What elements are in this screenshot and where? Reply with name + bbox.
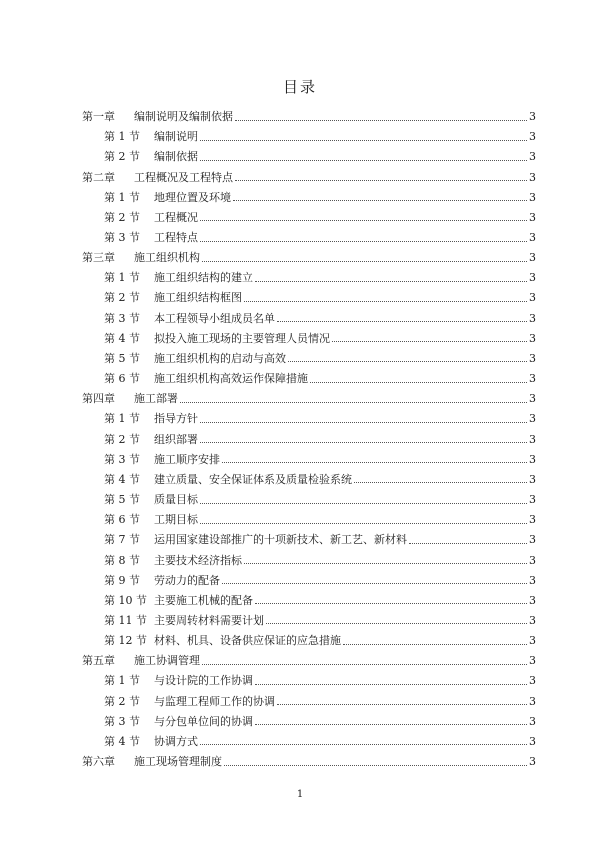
toc-section-entry[interactable] [82,510,536,530]
toc-entry-title: 地理位置及环境 [154,190,231,204]
dot-leader [200,160,527,161]
toc-entry-page-number: 3 [529,513,536,527]
toc-entry-number: 第 4 节 [104,331,140,345]
toc-chapter-entry[interactable] [82,389,536,409]
toc-entry-title: 施工组织机构 [134,251,200,265]
toc-entry-page-number: 3 [529,452,536,466]
toc-entry-number: 第 3 节 [104,714,140,728]
toc-entry-number: 第 1 节 [104,412,140,426]
toc-section-entry[interactable] [82,530,536,550]
dot-leader [202,664,527,665]
dot-leader [222,462,527,463]
toc-section-entry[interactable] [82,450,536,470]
dot-leader [200,442,527,443]
toc-entry-title: 建立质量、安全保证体系及质量检验系统 [154,472,352,486]
toc-entry-title: 施工协调管理 [134,654,200,668]
toc-section-entry[interactable] [82,147,536,167]
dot-leader [235,180,527,181]
toc-entry-page-number: 3 [529,372,536,386]
toc-entry-title: 施工顺序安排 [154,452,220,466]
toc-entry-title: 施工组织机构高效运作保障措施 [154,372,308,386]
toc-entry-page-number: 3 [529,755,536,769]
dot-leader [200,140,527,141]
toc-entry-title: 质量目标 [154,493,198,507]
toc-entry-number: 第 3 节 [104,452,140,466]
toc-entry-page-number: 3 [529,654,536,668]
toc-entry-title: 工期目标 [154,513,198,527]
dot-leader [200,523,527,524]
toc-section-entry[interactable] [82,349,536,369]
dot-leader [255,281,527,282]
toc-entry-title: 工程特点 [154,231,198,245]
toc-entry-page-number: 3 [529,533,536,547]
toc-entry-number: 第 6 节 [104,513,140,527]
toc-entry-page-number: 3 [529,231,536,245]
page-title: 目录 [282,78,317,96]
toc-section-entry[interactable] [82,309,536,329]
toc-entry-title: 与设计院的工作协调 [154,674,253,688]
toc-entry-title: 施工现场管理制度 [134,755,222,769]
dot-leader [235,120,527,121]
toc-entry-title: 编制依据 [154,150,198,164]
toc-entry-number: 第 2 节 [104,694,140,708]
toc-entry-page-number: 3 [529,432,536,446]
toc-section-entry[interactable] [82,712,536,732]
dot-leader [255,684,527,685]
toc-entry-page-number: 3 [529,311,536,325]
dot-leader [288,361,527,362]
toc-section-entry[interactable] [82,208,536,228]
toc-section-entry[interactable] [82,188,536,208]
toc-entry-title: 工程概况及工程特点 [134,170,233,184]
dot-leader [409,543,527,544]
toc-chapter-entry[interactable] [82,752,536,772]
dot-leader [277,321,527,322]
toc-section-entry[interactable] [82,611,536,631]
dot-leader [200,422,527,423]
toc-section-entry[interactable] [82,409,536,429]
toc-entry-page-number: 3 [529,714,536,728]
toc-section-entry[interactable] [82,732,536,752]
toc-section-entry[interactable] [82,268,536,288]
toc-entry-title: 编制说明 [154,130,198,144]
toc-entry-page-number: 3 [529,271,536,285]
toc-entry-title: 与监理工程师工作的协调 [154,694,275,708]
toc-entry-title: 主要周转材料需要计划 [154,613,264,627]
toc-entry-page-number: 3 [529,613,536,627]
toc-entry-number: 第六章 [82,755,115,769]
page-number: 1 [296,789,304,800]
toc-entry-number: 第 1 节 [104,674,140,688]
toc-entry-number: 第 6 节 [104,372,140,386]
toc-entry-number: 第 11 节 [104,613,147,627]
toc-section-entry[interactable] [82,490,536,510]
toc-entry-number: 第三章 [82,251,115,265]
toc-entry-number: 第 3 节 [104,231,140,245]
toc-entry-title: 协调方式 [154,734,198,748]
toc-entry-title: 与分包单位间的协调 [154,714,253,728]
dot-leader [244,301,527,302]
dot-leader [233,200,527,201]
dot-leader [343,644,527,645]
dot-leader [180,402,527,403]
toc-entry-page-number: 3 [529,472,536,486]
dot-leader [277,704,527,705]
toc-entry-title: 编制说明及编制依据 [134,110,233,124]
toc-entry-number: 第 12 节 [104,634,147,648]
dot-leader [200,241,527,242]
toc-entry-number: 第 4 节 [104,472,140,486]
toc-entry-number: 第 2 节 [104,432,140,446]
toc-chapter-entry[interactable] [82,651,536,671]
dot-leader [200,744,527,745]
toc-entry-title: 主要技术经济指标 [154,553,242,567]
toc-entry-page-number: 3 [529,634,536,648]
toc-section-entry[interactable] [82,369,536,389]
toc-entry-page-number: 3 [529,251,536,265]
toc-entry-number: 第 4 节 [104,734,140,748]
toc-chapter-entry[interactable] [82,167,536,187]
dot-leader [255,724,527,725]
toc-entry-number: 第 1 节 [104,271,140,285]
toc-section-entry[interactable] [82,571,536,591]
toc-section-entry[interactable] [82,692,536,712]
toc-entry-number: 第 8 节 [104,553,140,567]
dot-leader [200,503,527,504]
dot-leader [310,382,527,383]
toc-entry-page-number: 3 [529,331,536,345]
dot-leader [224,765,527,766]
toc-entry-page-number: 3 [529,593,536,607]
dot-leader [202,261,527,262]
dot-leader [244,563,527,564]
toc-entry-title: 材料、机具、设备供应保证的应急措施 [154,634,341,648]
toc-entry-number: 第 2 节 [104,210,140,224]
toc-entry-title: 本工程领导小组成员名单 [154,311,275,325]
toc-section-entry[interactable] [82,470,536,490]
dot-leader [332,341,527,342]
toc-entry-page-number: 3 [529,170,536,184]
toc-entry-page-number: 3 [529,493,536,507]
toc-entry-page-number: 3 [529,210,536,224]
toc-entry-page-number: 3 [529,351,536,365]
toc-entry-number: 第 5 节 [104,351,140,365]
toc-chapter-entry[interactable] [82,248,536,268]
toc-entry-number: 第 9 节 [104,573,140,587]
toc-entry-number: 第 7 节 [104,533,140,547]
table-of-contents [82,107,536,772]
toc-entry-title: 施工组织结构框图 [154,291,242,305]
toc-entry-page-number: 3 [529,130,536,144]
toc-entry-page-number: 3 [529,110,536,124]
dot-leader [266,623,527,624]
dot-leader [255,603,527,604]
toc-entry-number: 第五章 [82,654,115,668]
toc-entry-page-number: 3 [529,392,536,406]
toc-entry-number: 第 3 节 [104,311,140,325]
toc-entry-page-number: 3 [529,291,536,305]
toc-section-entry[interactable] [82,127,536,147]
toc-entry-page-number: 3 [529,694,536,708]
toc-entry-page-number: 3 [529,190,536,204]
toc-entry-number: 第 5 节 [104,493,140,507]
toc-entry-number: 第 10 节 [104,593,147,607]
toc-section-entry[interactable] [82,631,536,651]
dot-leader [354,482,527,483]
toc-section-entry[interactable] [82,591,536,611]
toc-entry-title: 施工组织机构的启动与高效 [154,351,286,365]
toc-entry-title: 运用国家建设部推广的十项新技术、新工艺、新材料 [154,533,407,547]
toc-entry-page-number: 3 [529,150,536,164]
toc-entry-title: 劳动力的配备 [154,573,220,587]
toc-chapter-entry[interactable] [82,107,536,127]
toc-section-entry[interactable] [82,329,536,349]
toc-section-entry[interactable] [82,228,536,248]
toc-section-entry[interactable] [82,671,536,691]
toc-section-entry[interactable] [82,430,536,450]
toc-entry-page-number: 3 [529,573,536,587]
toc-entry-number: 第 1 节 [104,130,140,144]
toc-entry-title: 指导方针 [154,412,198,426]
toc-section-entry[interactable] [82,288,536,308]
toc-entry-number: 第四章 [82,392,115,406]
toc-entry-title: 工程概况 [154,210,198,224]
toc-entry-number: 第 2 节 [104,150,140,164]
toc-entry-page-number: 3 [529,553,536,567]
toc-section-entry[interactable] [82,550,536,570]
toc-entry-number: 第二章 [82,170,115,184]
toc-entry-title: 拟投入施工现场的主要管理人员情况 [154,331,330,345]
toc-entry-page-number: 3 [529,734,536,748]
toc-entry-page-number: 3 [529,674,536,688]
dot-leader [222,583,527,584]
toc-entry-number: 第 1 节 [104,190,140,204]
toc-entry-title: 施工部署 [134,392,178,406]
toc-entry-title: 主要施工机械的配备 [154,593,253,607]
toc-entry-title: 组织部署 [154,432,198,446]
toc-entry-number: 第一章 [82,110,115,124]
toc-entry-page-number: 3 [529,412,536,426]
dot-leader [200,220,527,221]
toc-entry-title: 施工组织结构的建立 [154,271,253,285]
toc-entry-number: 第 2 节 [104,291,140,305]
